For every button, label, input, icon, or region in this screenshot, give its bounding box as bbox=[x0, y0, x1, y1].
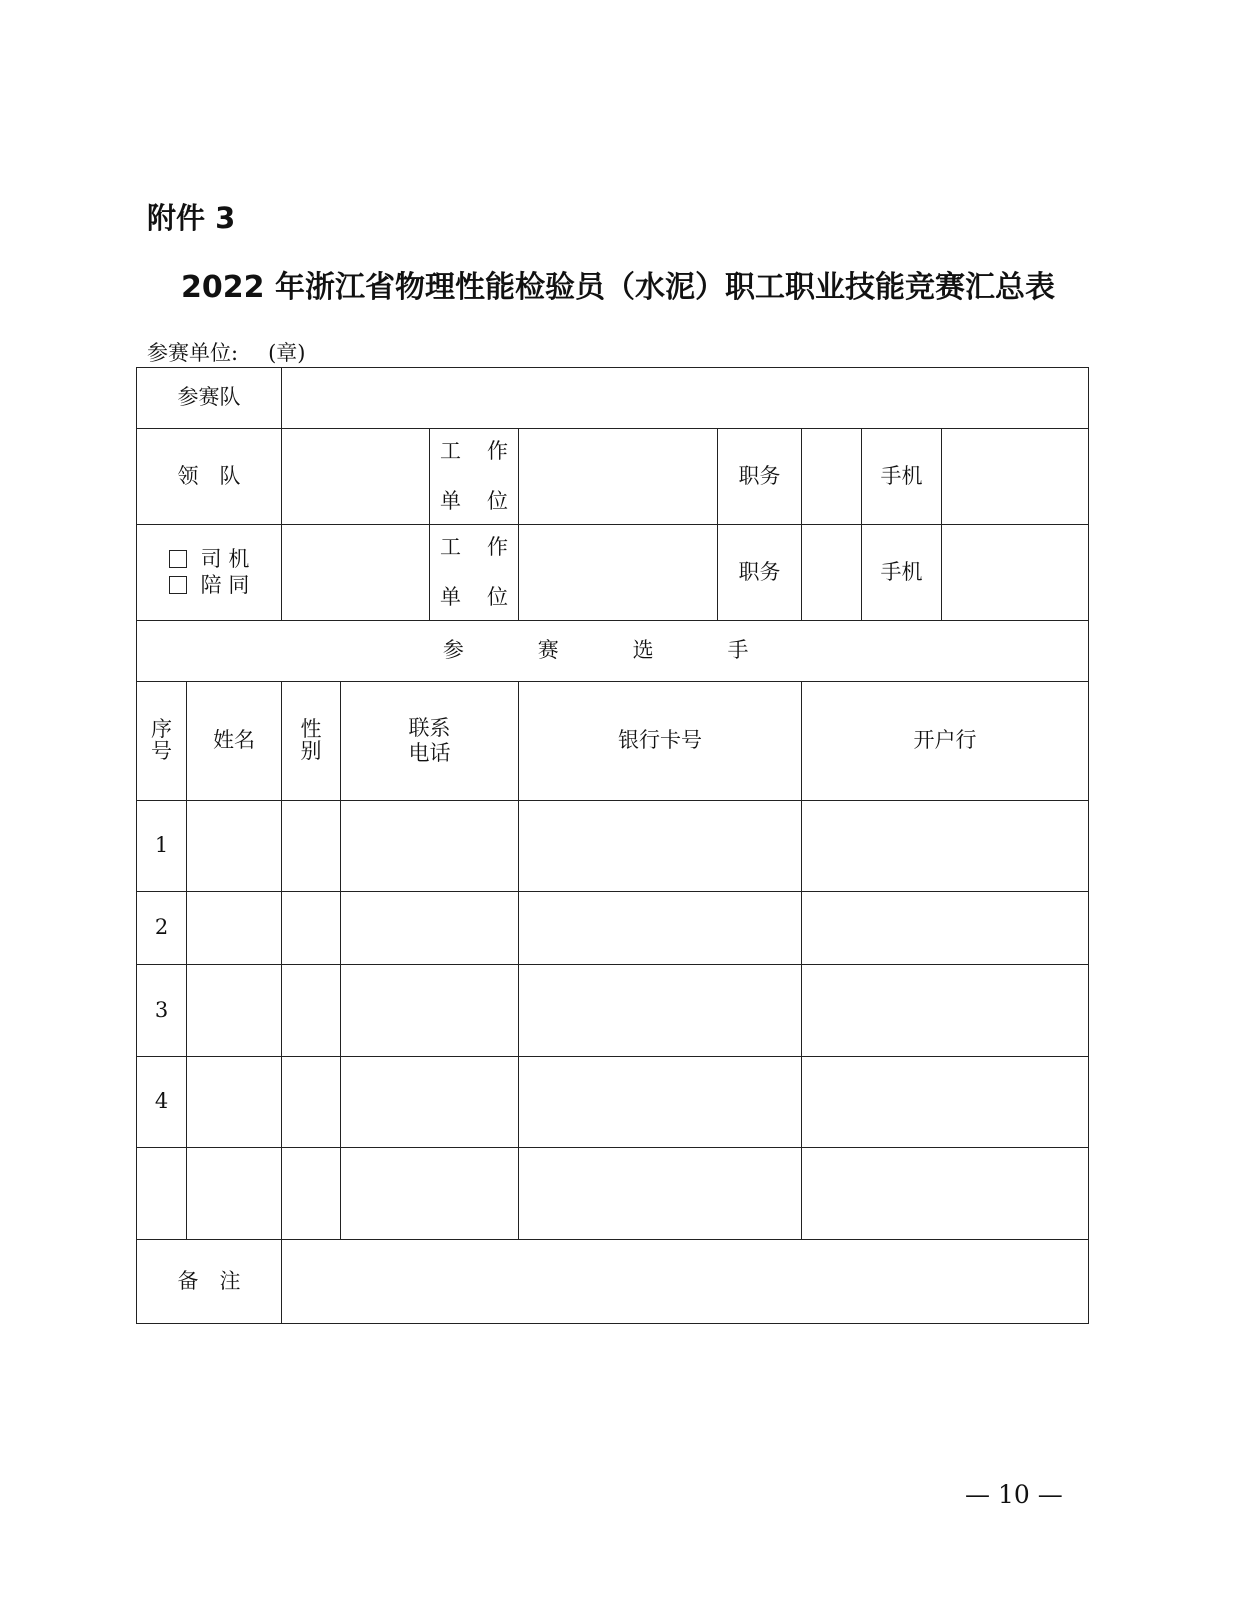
form-title: 2022 年浙江省物理性能检验员（水泥）职工职业技能竞赛汇总表 bbox=[181, 270, 1055, 305]
position-label: 职务 bbox=[718, 525, 802, 621]
work-char: 工 bbox=[440, 534, 461, 559]
gender-header-text: 性别 bbox=[300, 716, 322, 763]
table-row bbox=[137, 1057, 1089, 1148]
page-number: — 10 — bbox=[965, 1480, 1063, 1509]
attachment-label: 附件 3 bbox=[147, 201, 236, 235]
companion-checkbox[interactable] bbox=[169, 576, 187, 594]
bank-cell bbox=[802, 1148, 1089, 1240]
remarks-label: 备 注 bbox=[137, 1240, 282, 1324]
gender-cell bbox=[282, 801, 341, 892]
table-row bbox=[137, 1148, 1089, 1240]
work-char: 工 bbox=[440, 438, 461, 463]
bank-card-cell bbox=[519, 892, 802, 965]
stamp-label: (章) bbox=[268, 341, 306, 365]
contact-cell bbox=[341, 892, 519, 965]
work-char: 单 bbox=[440, 585, 461, 610]
bank-card-cell bbox=[519, 1057, 802, 1148]
work-unit-label bbox=[430, 525, 519, 621]
phone-label: 手机 bbox=[862, 429, 942, 525]
name-cell bbox=[187, 965, 282, 1057]
gender-cell bbox=[282, 892, 341, 965]
bank-cell bbox=[802, 965, 1089, 1057]
row-number bbox=[137, 1148, 187, 1240]
work-char: 位 bbox=[487, 585, 508, 610]
bank-header: 开户行 bbox=[802, 682, 1089, 801]
bank-card-cell bbox=[519, 1148, 802, 1240]
companion-label: 陪 同 bbox=[200, 572, 250, 597]
column-header-row bbox=[137, 682, 1089, 801]
unit-label: 参赛单位: bbox=[147, 341, 239, 365]
gender-cell bbox=[282, 1057, 341, 1148]
phone-label: 手机 bbox=[862, 525, 942, 621]
bank-cell bbox=[802, 801, 1089, 892]
gender-cell bbox=[282, 1148, 341, 1240]
position-label: 职务 bbox=[718, 429, 802, 525]
driver-work-unit-cell bbox=[519, 525, 718, 621]
bank-card-cell bbox=[519, 965, 802, 1057]
row-number: 3 bbox=[137, 965, 187, 1057]
bank-card-cell bbox=[519, 801, 802, 892]
work-unit-label bbox=[430, 429, 519, 525]
driver-position-cell bbox=[802, 525, 862, 621]
driver-name-cell bbox=[282, 525, 430, 621]
team-label: 参赛队 bbox=[137, 368, 282, 429]
leader-phone-cell bbox=[942, 429, 1089, 525]
leader-name-cell bbox=[282, 429, 430, 525]
participating-unit bbox=[147, 337, 305, 367]
contact-header-line1: 联系 bbox=[408, 715, 451, 740]
bank-card-header: 银行卡号 bbox=[519, 682, 802, 801]
team-value-cell bbox=[282, 368, 1089, 429]
seq-header bbox=[137, 682, 187, 801]
row-number: 1 bbox=[137, 801, 187, 892]
leader-position-cell bbox=[802, 429, 862, 525]
seq-header-text: 序号 bbox=[151, 716, 172, 763]
driver-phone-cell bbox=[942, 525, 1089, 621]
work-char: 位 bbox=[487, 489, 508, 514]
bank-cell bbox=[802, 1057, 1089, 1148]
name-header: 姓名 bbox=[187, 682, 282, 801]
contact-cell bbox=[341, 801, 519, 892]
work-char: 单 bbox=[440, 489, 461, 514]
contestants-heading: 参 赛 选 手 bbox=[137, 621, 1089, 682]
leader-work-unit-cell bbox=[519, 429, 718, 525]
table-row bbox=[137, 892, 1089, 965]
contact-header bbox=[341, 682, 519, 801]
remarks-cell bbox=[282, 1240, 1089, 1324]
leader-row bbox=[137, 429, 1089, 525]
name-cell bbox=[187, 801, 282, 892]
work-char: 作 bbox=[487, 534, 508, 559]
table-row bbox=[137, 965, 1089, 1057]
contact-header-line2: 电话 bbox=[408, 741, 451, 765]
gender-cell bbox=[282, 965, 341, 1057]
work-char: 作 bbox=[487, 438, 508, 463]
driver-checkbox[interactable] bbox=[169, 550, 187, 568]
driver-label: 司 机 bbox=[200, 547, 250, 572]
contact-cell bbox=[341, 1057, 519, 1148]
row-number: 4 bbox=[137, 1057, 187, 1148]
leader-label: 领 队 bbox=[137, 429, 282, 525]
summary-table bbox=[136, 367, 1089, 1324]
driver-companion-cell bbox=[137, 525, 282, 621]
name-cell bbox=[187, 1148, 282, 1240]
gender-header bbox=[282, 682, 341, 801]
row-number: 2 bbox=[137, 892, 187, 965]
name-cell bbox=[187, 892, 282, 965]
name-cell bbox=[187, 1057, 282, 1148]
contact-cell bbox=[341, 1148, 519, 1240]
driver-row bbox=[137, 525, 1089, 621]
bank-cell bbox=[802, 892, 1089, 965]
contact-cell bbox=[341, 965, 519, 1057]
table-row bbox=[137, 801, 1089, 892]
remarks-row bbox=[137, 1240, 1089, 1324]
